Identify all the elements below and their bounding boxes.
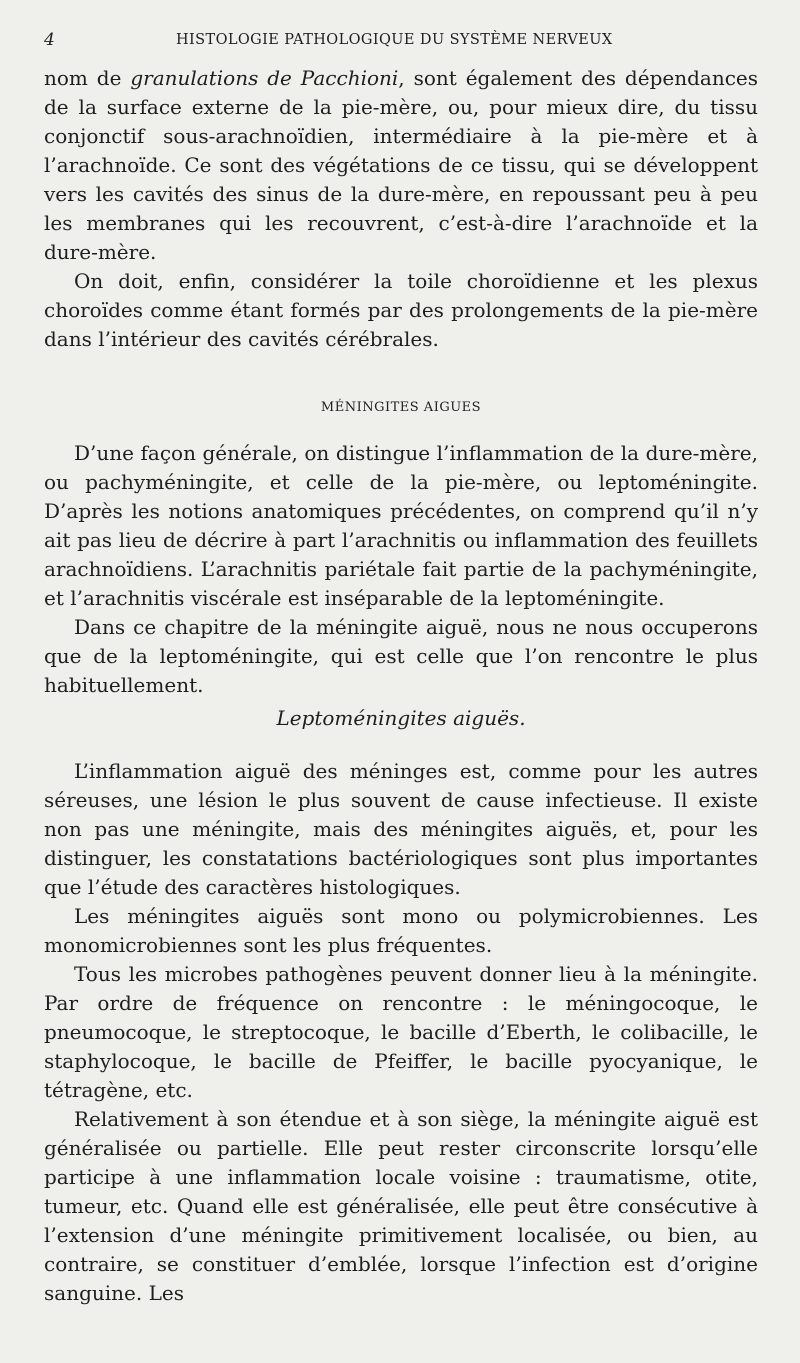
paragraph-etendue: Relativement à son étendue et à son siège, la méningite aiguë est généralisée ou partielle. Elle peut rester circonscrite lorsqu’elle participe à une inflammation locale voisine : traumatisme, otite, tumeur, etc. Quand elle est généralisée, elle peut être consécutive à l’extension d’une méningite primitivement localisée, ou bien, au contraire, se constituer d’emblée, lorsque l’infection est d’origine sanguine. Les — [44, 1107, 758, 1305]
spacer — [44, 733, 758, 757]
sub-heading: Leptoméningites aiguës. — [276, 706, 526, 730]
italic-term: granulations de Pacchioni — [130, 66, 399, 90]
page-number: 4 — [44, 30, 56, 50]
running-title: HISTOLOGIE PATHOLOGIQUE DU SYSTÈME NERVEUX — [176, 32, 613, 48]
paragraph-granulations — [44, 64, 758, 267]
paragraph-definition: D’une façon générale, on distingue l’inflammation de la dure-mère, ou pachyméningite, et celle de la pie-mère, ou leptoméningite. D’après les notions anatomiques précédentes, on comprend qu’il n’y ait pas lieu de décrire à part l’arachnitis ou inflammation des feuillets arachnoïdiens. L’arachnitis pariétale fait partie de la pachyméningite, et l’arachnitis viscérale est inséparable de la leptoméningite. — [44, 441, 758, 610]
paragraph-toile-choroidienne: On doit, enfin, considérer la toile choroïdienne et les plexus choroïdes comme étant formés par des prolongements de la pie-mère dans l’intérieur des cavités cérébrales. — [44, 269, 758, 351]
section-heading: MÉNINGITES AIGUES — [320, 400, 482, 415]
paragraph-inflammation: L’inflammation aiguë des méninges est, comme pour les autres séreuses, une lésion le plus souvent de cause infectieuse. Il existe non pas une méningite, mais des méningites aiguës, et, pour les distinguer, les constatations bactériologiques sont plus importantes que l’étude des caractères histologiques. — [44, 759, 758, 899]
spacer — [44, 354, 758, 400]
paragraph-microbiennes: Les méningites aiguës sont mono ou polymicrobiennes. Les monomicrobiennes sont les plus fréquentes. — [44, 904, 758, 957]
paragraph-rest: , sont également des dépendances de la surface externe de la pie-mère, ou, pour mieux dire, du tissu conjonctif sous-arachnoïdien, intermédiaire à la pie-mère et à l’arachnoïde. Ce sont des végétations de ce tissu, qui se développent vers les cavités des sinus de la dure-mère, en repoussant peu à peu les membranes qui les recouvrent, c’est-à-dire l’arachnoïde et la dure-mère. — [44, 66, 758, 264]
paragraph-microbes: Tous les microbes pathogènes peuvent donner lieu à la méningite. Par ordre de fréquence on rencontre : le méningocoque, le pneumocoque, le streptocoque, le bacille d’Eberth, le colibacille, le staphylocoque, le bacille de Pfeiffer, le bacille pyocyanique, le tétragène, etc. — [44, 962, 758, 1102]
paragraph-chapter-scope: Dans ce chapitre de la méningite aiguë, nous ne nous occuperons que de la leptoméningite, qui est celle que l’on rencontre le plus habituellement. — [44, 615, 758, 697]
paragraph-lead: nom de — [44, 66, 131, 90]
book-page — [0, 30, 800, 1363]
spacer — [44, 425, 758, 439]
running-head — [44, 30, 758, 64]
